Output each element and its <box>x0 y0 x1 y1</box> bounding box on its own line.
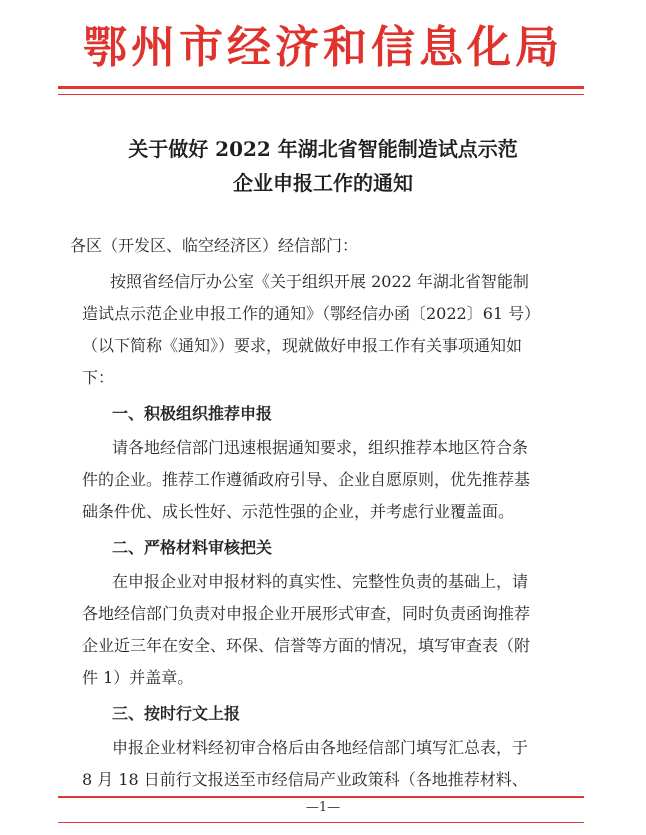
document-title-line-2: 企业申报工作的通知 <box>233 171 413 195</box>
red-header-rule <box>58 86 584 95</box>
page-number: —1— <box>305 800 341 815</box>
section-3-line-1: 申报企业材料经初审合格后由各地经信部门填写汇总表，于 <box>112 738 529 757</box>
section-3-line-2: 8 月 18 日前行文报送至市经信局产业政策科（各地推荐材料、 <box>82 770 528 789</box>
salutation: 各区（开发区、临空经济区）经信部门： <box>70 236 359 255</box>
section-1-line-3: 础条件优、成长性好、示范性强的企业，并考虑行业覆盖面。 <box>82 502 515 521</box>
intro-line-1: 按照省经信厅办公室《关于组织开展 2022 年湖北省智能制 <box>110 272 529 291</box>
section-2-line-3: 企业近三年在安全、环保、信誉等方面的情况，填写审查表（附 <box>82 636 531 655</box>
intro-line-3: （以下简称《通知》）要求，现就做好申报工作有关事项通知如 <box>82 336 523 355</box>
red-footer-rule <box>58 796 584 798</box>
section-2-line-1: 在申报企业对申报材料的真实性、完整性负责的基础上，请 <box>112 572 529 591</box>
intro-line-4: 下： <box>82 368 115 387</box>
section-heading-3: 三、按时行文上报 <box>112 704 241 723</box>
section-1-line-2: 件的企业。推荐工作遵循政府引导、企业自愿原则，优先推荐基 <box>82 470 531 489</box>
section-heading-1: 一、积极组织推荐申报 <box>112 404 273 423</box>
intro-line-2: 造试点示范企业申报工作的通知》（鄂经信办函〔2022〕61 号） <box>82 304 541 323</box>
document-title-line-1: 关于做好 2022 年湖北省智能制造试点示范 <box>128 137 518 161</box>
section-heading-2: 二、严格材料审核把关 <box>112 538 273 557</box>
section-2-line-4: 件 1）并盖章。 <box>82 668 194 687</box>
section-2-line-2: 各地经信部门负责对申报企业开展形式审查，同时负责函询推荐 <box>82 604 531 623</box>
organization-header: 鄂州市经济和信息化局 <box>83 22 563 73</box>
red-footer-rule-bottom <box>58 822 584 823</box>
section-1-line-1: 请各地经信部门迅速根据通知要求，组织推荐本地区符合条 <box>112 438 529 457</box>
